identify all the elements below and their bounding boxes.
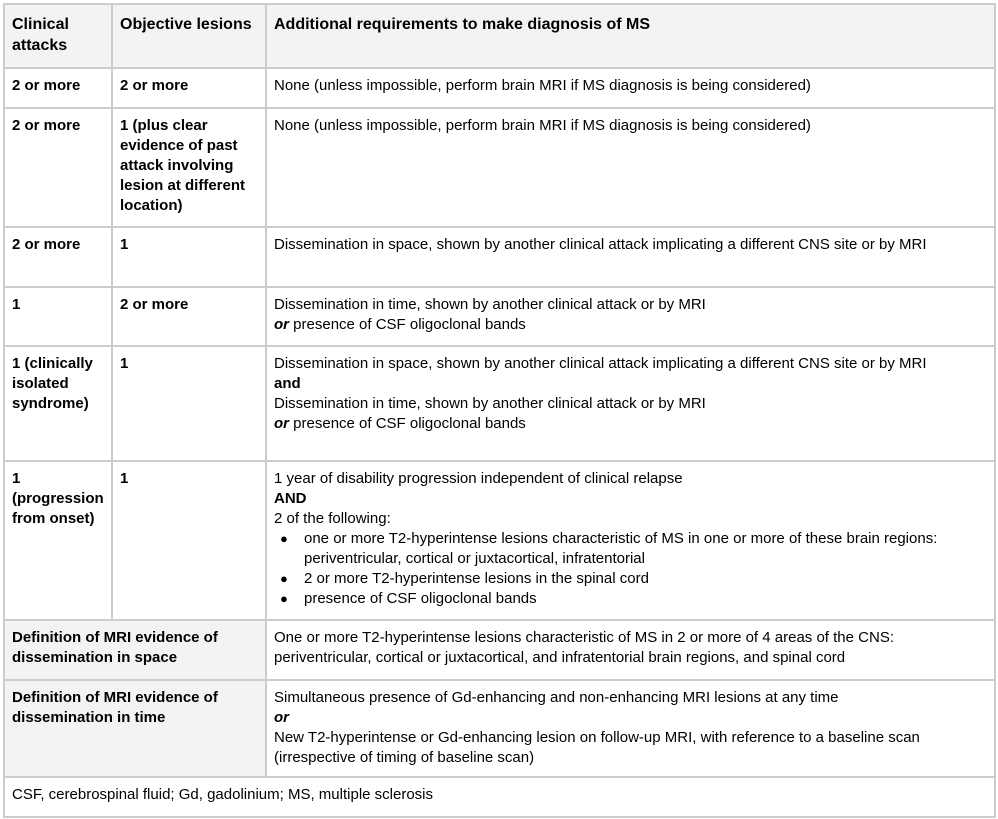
cell-lesions: 1 (plus clear evidence of past attack involving lesion at different location) [112, 108, 266, 227]
definition-text-simultaneous: Simultaneous presence of Gd-enhancing and non-enhancing MRI lesions at any time [274, 689, 839, 706]
definition-row-space [4, 620, 995, 680]
requirement-or-line [274, 315, 987, 335]
cell-attacks: 1 (clinically isolated syndrome) [4, 346, 112, 461]
cell-requirements [266, 461, 995, 620]
cell-requirements: None (unless impossible, perform brain MRI if MS diagnosis is being considered) [266, 108, 995, 227]
table-row [4, 227, 995, 287]
cell-requirements [266, 287, 995, 346]
bullet-icon: ● [280, 571, 288, 586]
requirement-time: Dissemination in time, shown by another clinical attack or by MRI [274, 395, 706, 412]
cell-attacks: 2 or more [4, 68, 112, 108]
cell-lesions: 2 or more [112, 287, 266, 346]
bullet-icon: ● [280, 591, 288, 606]
footnote: CSF, cerebrospinal fluid; Gd, gadolinium; MS, multiple sclerosis [4, 777, 995, 817]
definition-row-time [4, 680, 995, 777]
requirement-time: Dissemination in time, shown by another clinical attack or by MRI [274, 296, 706, 313]
cell-lesions: 1 [112, 461, 266, 620]
table-row [4, 461, 995, 620]
table-row [4, 108, 995, 227]
or-conjunction: or [274, 415, 289, 432]
cell-requirements [266, 346, 995, 461]
requirement-bullet-list [274, 529, 987, 609]
definition-text-new-lesion: New T2-hyperintense or Gd-enhancing lesion on follow-up MRI, with reference to a baseline scan (irrespective of timing of baseline scan) [274, 729, 920, 766]
requirement-or-line [274, 414, 987, 434]
table-row [4, 346, 995, 461]
cell-requirements: None (unless impossible, perform brain MRI if MS diagnosis is being considered) [266, 68, 995, 108]
and-conjunction: AND [274, 490, 307, 507]
requirement-space: Dissemination in space, shown by another clinical attack implicating a different CNS site or by MRI [274, 355, 927, 372]
header-additional-requirements: Additional requirements to make diagnosis of MS [266, 4, 995, 68]
cell-attacks: 2 or more [4, 108, 112, 227]
definition-text: One or more T2-hyperintense lesions characteristic of MS in 2 or more of 4 areas of the CNS: periventricular, cortical or juxtacortical, and infratentorial brain regions, and spinal cord [266, 620, 995, 680]
footnote-row [4, 777, 995, 817]
bullet-icon: ● [280, 531, 288, 546]
cell-lesions: 1 [112, 346, 266, 461]
cell-attacks: 1 (progression from onset) [4, 461, 112, 620]
definition-text [266, 680, 995, 777]
cell-attacks: 1 [4, 287, 112, 346]
ms-diagnostic-criteria-table [3, 3, 996, 818]
header-clinical-attacks: Clinical attacks [4, 4, 112, 68]
requirement-csf: presence of CSF oligoclonal bands [289, 316, 526, 333]
cell-requirements: Dissemination in space, shown by another clinical attack implicating a different CNS site or by MRI [266, 227, 995, 287]
list-item: ● one or more T2-hyperintense lesions characteristic of MS in one or more of these brain regions: periventricular, cortical or juxtacortical, infratentorial [280, 530, 938, 567]
cell-attacks: 2 or more [4, 227, 112, 287]
requirement-progression: 1 year of disability progression independent of clinical relapse [274, 470, 683, 487]
table-header-row [4, 4, 995, 68]
or-conjunction: or [274, 316, 289, 333]
requirement-csf: presence of CSF oligoclonal bands [289, 415, 526, 432]
definition-label: Definition of MRI evidence of dissemination in time [4, 680, 266, 777]
definition-label: Definition of MRI evidence of dissemination in space [4, 620, 266, 680]
list-item: ● presence of CSF oligoclonal bands [280, 590, 537, 607]
cell-lesions: 2 or more [112, 68, 266, 108]
cell-lesions: 1 [112, 227, 266, 287]
header-objective-lesions: Objective lesions [112, 4, 266, 68]
table-row [4, 68, 995, 108]
or-conjunction: or [274, 709, 289, 726]
table-row [4, 287, 995, 346]
and-conjunction: and [274, 375, 301, 392]
requirement-following: 2 of the following: [274, 510, 391, 527]
list-item: ● 2 or more T2-hyperintense lesions in the spinal cord [280, 570, 649, 587]
